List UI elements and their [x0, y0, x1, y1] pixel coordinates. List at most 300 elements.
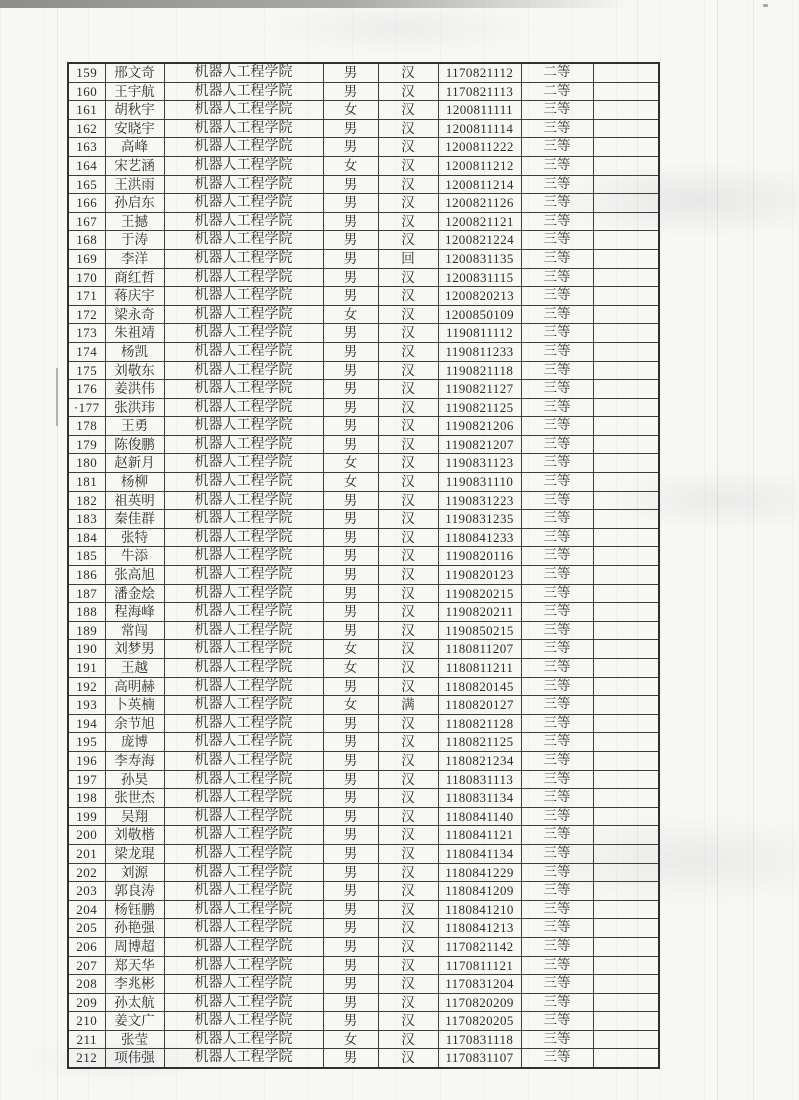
- cell-no: 189: [68, 621, 105, 640]
- cell-student-id: 1170821142: [438, 937, 521, 956]
- cell-award: 三等: [521, 993, 593, 1012]
- cell-award: 三等: [521, 194, 593, 213]
- cell-no: 166: [68, 194, 105, 213]
- table-row: [68, 993, 659, 1012]
- cell-ethnicity: 汉: [378, 733, 438, 752]
- cell-blank: [593, 342, 659, 361]
- cell-ethnicity: 汉: [378, 473, 438, 492]
- cell-student-id: 1180821234: [438, 751, 521, 770]
- cell-award: 三等: [521, 435, 593, 454]
- cell-gender: 男: [323, 287, 378, 306]
- cell-no: 171: [68, 287, 105, 306]
- cell-name: 商红哲: [105, 268, 164, 287]
- table-row: [68, 380, 659, 399]
- cell-name: 刘敬楷: [105, 826, 164, 845]
- cell-student-id: 1180811207: [438, 640, 521, 659]
- cell-award: 三等: [521, 510, 593, 529]
- table-row: [68, 603, 659, 622]
- cell-name: 姜洪伟: [105, 380, 164, 399]
- cell-blank: [593, 826, 659, 845]
- cell-blank: [593, 733, 659, 752]
- table-row: [68, 640, 659, 659]
- cell-name: 安晓宇: [105, 119, 164, 138]
- scan-artifact-line: [753, 0, 754, 1100]
- cell-award: 二等: [521, 82, 593, 101]
- table-row: [68, 937, 659, 956]
- cell-college: 机器人工程学院: [164, 547, 323, 566]
- cell-no: 205: [68, 919, 105, 938]
- cell-ethnicity: 汉: [378, 621, 438, 640]
- cell-no: 185: [68, 547, 105, 566]
- cell-college: 机器人工程学院: [164, 882, 323, 901]
- cell-award: 三等: [521, 249, 593, 268]
- cell-no: 176: [68, 380, 105, 399]
- table-row: [68, 194, 659, 213]
- cell-award: 三等: [521, 212, 593, 231]
- cell-student-id: 1190831110: [438, 473, 521, 492]
- table-row: [68, 863, 659, 882]
- cell-college: 机器人工程学院: [164, 380, 323, 399]
- cell-college: 机器人工程学院: [164, 807, 323, 826]
- cell-college: 机器人工程学院: [164, 417, 323, 436]
- cell-award: 三等: [521, 919, 593, 938]
- cell-blank: [593, 287, 659, 306]
- student-roster-table: [67, 62, 660, 1069]
- cell-no: 191: [68, 659, 105, 678]
- table-row: [68, 156, 659, 175]
- table-row: [68, 491, 659, 510]
- cell-student-id: 1180841140: [438, 807, 521, 826]
- cell-name: 孙太航: [105, 993, 164, 1012]
- cell-name: 孙昊: [105, 770, 164, 789]
- cell-ethnicity: 汉: [378, 101, 438, 120]
- cell-award: 三等: [521, 956, 593, 975]
- cell-name: 王撼: [105, 212, 164, 231]
- cell-no: 198: [68, 789, 105, 808]
- cell-award: 三等: [521, 119, 593, 138]
- cell-award: 三等: [521, 696, 593, 715]
- cell-award: 三等: [521, 380, 593, 399]
- cell-college: 机器人工程学院: [164, 361, 323, 380]
- cell-college: 机器人工程学院: [164, 473, 323, 492]
- cell-ethnicity: 汉: [378, 714, 438, 733]
- cell-college: 机器人工程学院: [164, 305, 323, 324]
- cell-student-id: 1190831235: [438, 510, 521, 529]
- cell-gender: 男: [323, 807, 378, 826]
- cell-name: 高峰: [105, 138, 164, 157]
- cell-no: 186: [68, 566, 105, 585]
- cell-college: 机器人工程学院: [164, 175, 323, 194]
- cell-student-id: 1190820123: [438, 566, 521, 585]
- cell-college: 机器人工程学院: [164, 826, 323, 845]
- cell-college: 机器人工程学院: [164, 621, 323, 640]
- cell-award: 三等: [521, 677, 593, 696]
- cell-student-id: 1190821207: [438, 435, 521, 454]
- cell-student-id: 1180821125: [438, 733, 521, 752]
- cell-student-id: 1190821206: [438, 417, 521, 436]
- cell-college: 机器人工程学院: [164, 844, 323, 863]
- cell-ethnicity: 汉: [378, 63, 438, 82]
- cell-no: 183: [68, 510, 105, 529]
- cell-student-id: 1170821113: [438, 82, 521, 101]
- table-row: [68, 621, 659, 640]
- cell-gender: 男: [323, 844, 378, 863]
- cell-award: 三等: [521, 603, 593, 622]
- table-row: [68, 733, 659, 752]
- cell-student-id: 1190820215: [438, 584, 521, 603]
- table-row: [68, 138, 659, 157]
- cell-gender: 男: [323, 1049, 378, 1068]
- cell-award: 三等: [521, 528, 593, 547]
- cell-no: 175: [68, 361, 105, 380]
- cell-award: 三等: [521, 751, 593, 770]
- cell-student-id: 1190831123: [438, 454, 521, 473]
- cell-blank: [593, 640, 659, 659]
- table-row: [68, 844, 659, 863]
- cell-blank: [593, 566, 659, 585]
- cell-award: 三等: [521, 807, 593, 826]
- cell-name: 李洋: [105, 249, 164, 268]
- cell-no: 192: [68, 677, 105, 696]
- cell-student-id: 1200821121: [438, 212, 521, 231]
- cell-gender: 男: [323, 900, 378, 919]
- table-row: [68, 417, 659, 436]
- cell-award: 三等: [521, 398, 593, 417]
- cell-ethnicity: 汉: [378, 454, 438, 473]
- cell-blank: [593, 751, 659, 770]
- cell-gender: 男: [323, 194, 378, 213]
- cell-gender: 男: [323, 547, 378, 566]
- table-row: [68, 268, 659, 287]
- table-row: [68, 807, 659, 826]
- cell-no: 182: [68, 491, 105, 510]
- cell-college: 机器人工程学院: [164, 342, 323, 361]
- table-row: [68, 528, 659, 547]
- cell-college: 机器人工程学院: [164, 249, 323, 268]
- cell-gender: 男: [323, 268, 378, 287]
- cell-gender: 男: [323, 435, 378, 454]
- scan-artifact-segment: [56, 368, 58, 426]
- cell-student-id: 1180820127: [438, 696, 521, 715]
- cell-award: 三等: [521, 863, 593, 882]
- cell-ethnicity: 汉: [378, 956, 438, 975]
- cell-no: 160: [68, 82, 105, 101]
- cell-blank: [593, 584, 659, 603]
- cell-blank: [593, 435, 659, 454]
- cell-college: 机器人工程学院: [164, 231, 323, 250]
- cell-ethnicity: 汉: [378, 584, 438, 603]
- cell-name: 潘金烩: [105, 584, 164, 603]
- cell-name: 于涛: [105, 231, 164, 250]
- cell-student-id: 1180841233: [438, 528, 521, 547]
- cell-blank: [593, 621, 659, 640]
- cell-gender: 男: [323, 380, 378, 399]
- cell-name: 祖英明: [105, 491, 164, 510]
- cell-no: 206: [68, 937, 105, 956]
- cell-blank: [593, 1030, 659, 1049]
- cell-ethnicity: 汉: [378, 212, 438, 231]
- table-row: [68, 956, 659, 975]
- cell-ethnicity: 汉: [378, 398, 438, 417]
- cell-blank: [593, 491, 659, 510]
- cell-student-id: 1180841210: [438, 900, 521, 919]
- cell-award: 三等: [521, 305, 593, 324]
- cell-gender: 女: [323, 305, 378, 324]
- cell-ethnicity: 汉: [378, 937, 438, 956]
- cell-gender: 女: [323, 101, 378, 120]
- cell-no: 208: [68, 975, 105, 994]
- cell-gender: 女: [323, 696, 378, 715]
- cell-student-id: 1180841121: [438, 826, 521, 845]
- cell-no: 178: [68, 417, 105, 436]
- cell-award: 三等: [521, 547, 593, 566]
- cell-gender: 男: [323, 566, 378, 585]
- cell-award: 三等: [521, 268, 593, 287]
- cell-student-id: 1200811114: [438, 119, 521, 138]
- cell-award: 三等: [521, 1049, 593, 1068]
- cell-college: 机器人工程学院: [164, 603, 323, 622]
- cell-ethnicity: 汉: [378, 975, 438, 994]
- cell-award: 三等: [521, 659, 593, 678]
- cell-award: 三等: [521, 473, 593, 492]
- cell-award: 三等: [521, 156, 593, 175]
- cell-blank: [593, 844, 659, 863]
- cell-blank: [593, 212, 659, 231]
- cell-no: 211: [68, 1030, 105, 1049]
- cell-college: 机器人工程学院: [164, 640, 323, 659]
- cell-name: 朱祖靖: [105, 324, 164, 343]
- cell-ethnicity: 汉: [378, 1049, 438, 1068]
- cell-ethnicity: 汉: [378, 807, 438, 826]
- cell-no: ·177: [68, 398, 105, 417]
- cell-gender: 女: [323, 1030, 378, 1049]
- cell-blank: [593, 268, 659, 287]
- cell-college: 机器人工程学院: [164, 510, 323, 529]
- cell-college: 机器人工程学院: [164, 268, 323, 287]
- cell-gender: 男: [323, 398, 378, 417]
- cell-college: 机器人工程学院: [164, 714, 323, 733]
- cell-award: 三等: [521, 584, 593, 603]
- table-row: [68, 101, 659, 120]
- cell-name: 刘敬东: [105, 361, 164, 380]
- cell-gender: 男: [323, 528, 378, 547]
- table-row: [68, 1049, 659, 1068]
- cell-gender: 男: [323, 975, 378, 994]
- table-row: [68, 919, 659, 938]
- cell-ethnicity: 汉: [378, 993, 438, 1012]
- table-row: [68, 677, 659, 696]
- cell-blank: [593, 380, 659, 399]
- cell-college: 机器人工程学院: [164, 138, 323, 157]
- cell-ethnicity: 汉: [378, 342, 438, 361]
- cell-ethnicity: 汉: [378, 491, 438, 510]
- cell-award: 三等: [521, 417, 593, 436]
- cell-college: 机器人工程学院: [164, 751, 323, 770]
- cell-no: 161: [68, 101, 105, 120]
- cell-gender: 男: [323, 249, 378, 268]
- cell-gender: 男: [323, 937, 378, 956]
- cell-no: 170: [68, 268, 105, 287]
- cell-student-id: 1180831134: [438, 789, 521, 808]
- cell-student-id: 1180841213: [438, 919, 521, 938]
- cell-student-id: 1180811211: [438, 659, 521, 678]
- cell-blank: [593, 249, 659, 268]
- cell-award: 二等: [521, 63, 593, 82]
- cell-name: 王宇航: [105, 82, 164, 101]
- cell-name: 周博超: [105, 937, 164, 956]
- cell-blank: [593, 473, 659, 492]
- cell-student-id: 1190821127: [438, 380, 521, 399]
- cell-name: 王越: [105, 659, 164, 678]
- cell-college: 机器人工程学院: [164, 212, 323, 231]
- cell-gender: 男: [323, 510, 378, 529]
- cell-blank: [593, 194, 659, 213]
- cell-student-id: 1170831107: [438, 1049, 521, 1068]
- cell-name: 秦佳群: [105, 510, 164, 529]
- cell-no: 210: [68, 1012, 105, 1031]
- cell-no: 168: [68, 231, 105, 250]
- scan-artifact-line: [717, 0, 718, 1100]
- cell-blank: [593, 101, 659, 120]
- cell-student-id: 1190821125: [438, 398, 521, 417]
- cell-gender: 男: [323, 603, 378, 622]
- cell-ethnicity: 汉: [378, 919, 438, 938]
- cell-no: 202: [68, 863, 105, 882]
- cell-name: 常闯: [105, 621, 164, 640]
- cell-college: 机器人工程学院: [164, 584, 323, 603]
- cell-name: 杨钰鹏: [105, 900, 164, 919]
- cell-blank: [593, 175, 659, 194]
- cell-student-id: 1200811222: [438, 138, 521, 157]
- cell-ethnicity: 汉: [378, 417, 438, 436]
- cell-blank: [593, 138, 659, 157]
- cell-college: 机器人工程学院: [164, 287, 323, 306]
- table-row: [68, 789, 659, 808]
- cell-name: 郭良涛: [105, 882, 164, 901]
- cell-name: 项伟强: [105, 1049, 164, 1068]
- cell-award: 三等: [521, 101, 593, 120]
- cell-award: 三等: [521, 882, 593, 901]
- cell-student-id: 1190811112: [438, 324, 521, 343]
- cell-blank: [593, 398, 659, 417]
- cell-student-id: 1170811121: [438, 956, 521, 975]
- cell-ethnicity: 汉: [378, 863, 438, 882]
- table-row: [68, 584, 659, 603]
- roster-rows: [68, 63, 659, 1068]
- cell-gender: 男: [323, 751, 378, 770]
- cell-name: 杨凯: [105, 342, 164, 361]
- cell-gender: 男: [323, 119, 378, 138]
- cell-name: 张洪玮: [105, 398, 164, 417]
- cell-college: 机器人工程学院: [164, 82, 323, 101]
- cell-blank: [593, 696, 659, 715]
- table-row: [68, 751, 659, 770]
- cell-name: 蒋庆宇: [105, 287, 164, 306]
- table-row: [68, 882, 659, 901]
- cell-college: 机器人工程学院: [164, 324, 323, 343]
- cell-ethnicity: 汉: [378, 640, 438, 659]
- cell-name: 张高旭: [105, 566, 164, 585]
- cell-no: 187: [68, 584, 105, 603]
- cell-award: 三等: [521, 789, 593, 808]
- cell-college: 机器人工程学院: [164, 659, 323, 678]
- cell-ethnicity: 汉: [378, 900, 438, 919]
- table-row: [68, 324, 659, 343]
- cell-no: 172: [68, 305, 105, 324]
- cell-gender: 女: [323, 659, 378, 678]
- cell-award: 三等: [521, 361, 593, 380]
- cell-college: 机器人工程学院: [164, 491, 323, 510]
- cell-blank: [593, 82, 659, 101]
- cell-gender: 男: [323, 789, 378, 808]
- cell-no: 162: [68, 119, 105, 138]
- cell-ethnicity: 汉: [378, 82, 438, 101]
- cell-student-id: 1170831118: [438, 1030, 521, 1049]
- cell-blank: [593, 975, 659, 994]
- table-row: [68, 305, 659, 324]
- cell-blank: [593, 919, 659, 938]
- cell-award: 三等: [521, 287, 593, 306]
- cell-no: 200: [68, 826, 105, 845]
- table-row: [68, 510, 659, 529]
- cell-student-id: 1190820211: [438, 603, 521, 622]
- table-row: [68, 454, 659, 473]
- cell-gender: 男: [323, 584, 378, 603]
- cell-no: 173: [68, 324, 105, 343]
- cell-student-id: 1180831113: [438, 770, 521, 789]
- cell-no: 207: [68, 956, 105, 975]
- cell-name: 张莹: [105, 1030, 164, 1049]
- cell-award: 三等: [521, 640, 593, 659]
- table-row: [68, 770, 659, 789]
- cell-ethnicity: 汉: [378, 1012, 438, 1031]
- table-row: [68, 473, 659, 492]
- cell-award: 三等: [521, 231, 593, 250]
- cell-no: 159: [68, 63, 105, 82]
- cell-no: 212: [68, 1049, 105, 1068]
- cell-ethnicity: 汉: [378, 1030, 438, 1049]
- cell-no: 164: [68, 156, 105, 175]
- cell-award: 三等: [521, 826, 593, 845]
- cell-no: 204: [68, 900, 105, 919]
- cell-ethnicity: 汉: [378, 305, 438, 324]
- table-row: [68, 714, 659, 733]
- cell-no: 174: [68, 342, 105, 361]
- cell-ethnicity: 汉: [378, 826, 438, 845]
- cell-award: 三等: [521, 714, 593, 733]
- cell-blank: [593, 1012, 659, 1031]
- cell-college: 机器人工程学院: [164, 993, 323, 1012]
- cell-ethnicity: 汉: [378, 882, 438, 901]
- cell-no: 188: [68, 603, 105, 622]
- cell-ethnicity: 汉: [378, 566, 438, 585]
- cell-college: 机器人工程学院: [164, 63, 323, 82]
- cell-college: 机器人工程学院: [164, 900, 323, 919]
- cell-ethnicity: 满: [378, 696, 438, 715]
- table-row: [68, 63, 659, 82]
- cell-student-id: 1200831135: [438, 249, 521, 268]
- cell-name: 宋艺涵: [105, 156, 164, 175]
- cell-no: 167: [68, 212, 105, 231]
- cell-college: 机器人工程学院: [164, 398, 323, 417]
- cell-name: 孙艳强: [105, 919, 164, 938]
- cell-college: 机器人工程学院: [164, 1012, 323, 1031]
- cell-gender: 男: [323, 212, 378, 231]
- cell-award: 三等: [521, 138, 593, 157]
- cell-college: 机器人工程学院: [164, 194, 323, 213]
- cell-no: 199: [68, 807, 105, 826]
- cell-gender: 女: [323, 473, 378, 492]
